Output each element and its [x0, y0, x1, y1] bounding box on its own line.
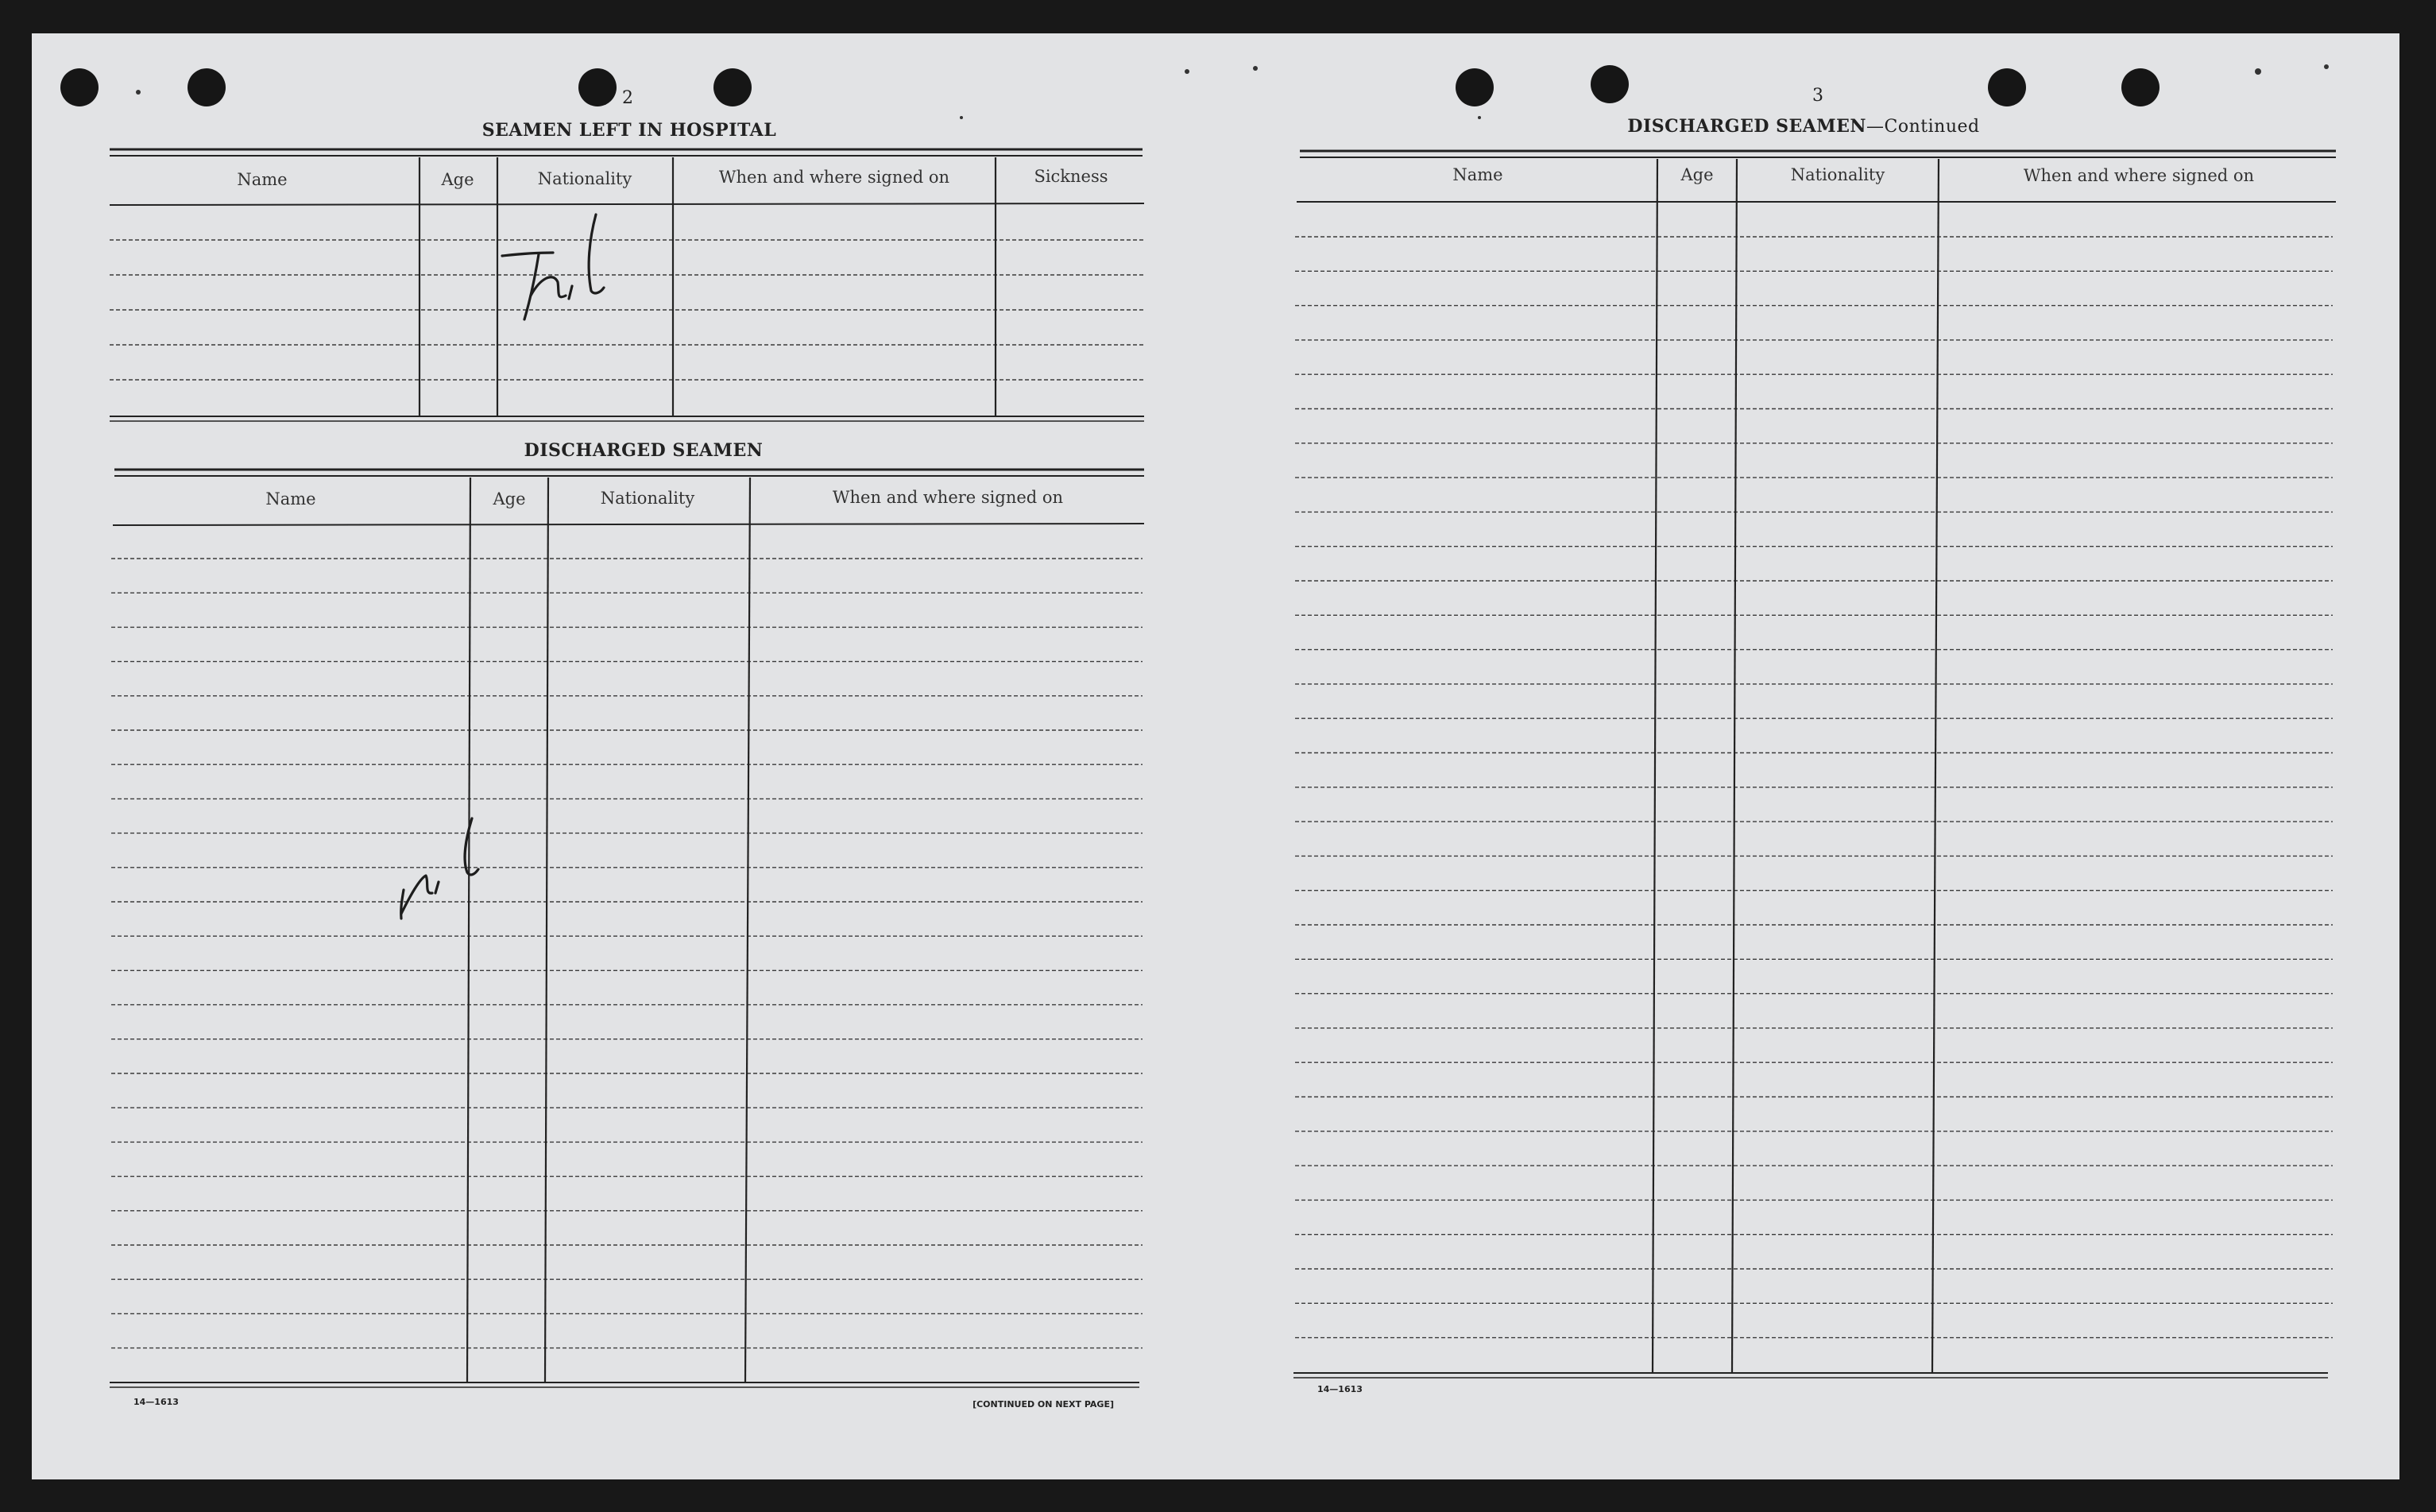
speck	[2255, 68, 2261, 75]
hospital-col-sickness: Sickness	[1034, 167, 1108, 186]
speck	[136, 90, 141, 95]
page-number-left: 2	[622, 88, 633, 108]
discharged-continued-suffix: —Continued	[1866, 117, 1980, 137]
speck	[1185, 69, 1189, 74]
punch-hole	[1456, 68, 1494, 106]
hospital-col-nationality: Nationality	[537, 169, 632, 188]
hospital-section-title: SEAMEN LEFT IN HOSPITAL	[481, 120, 777, 141]
continued-col-age: Age	[1680, 165, 1714, 184]
discharged-continued-title	[1627, 116, 1979, 137]
continued-note: [CONTINUED ON NEXT PAGE]	[972, 1399, 1114, 1410]
punch-hole	[188, 68, 226, 106]
speck	[960, 116, 963, 119]
punch-hole	[1591, 65, 1629, 103]
discharged-col-nationality: Nationality	[600, 489, 695, 508]
speck	[1253, 66, 1258, 71]
discharged-col-name: Name	[265, 489, 316, 509]
hospital-col-age: Age	[441, 170, 474, 189]
continued-col-name: Name	[1452, 165, 1503, 184]
discharged-continued-title-main: DISCHARGED SEAMEN	[1627, 116, 1867, 137]
continued-col-signed-on: When and where signed on	[2023, 166, 2255, 185]
paper-sheet	[32, 33, 2399, 1479]
discharged-section-title: DISCHARGED SEAMEN	[524, 440, 764, 461]
form-number-left: 14—1613	[133, 1397, 179, 1407]
punch-hole	[1988, 68, 2026, 106]
page-number-right: 3	[1812, 86, 1823, 106]
punch-hole	[60, 68, 99, 106]
speck	[1478, 116, 1481, 119]
punch-hole	[2121, 68, 2160, 106]
discharged-col-signed-on: When and where signed on	[832, 488, 1064, 507]
continued-col-nationality: Nationality	[1790, 165, 1885, 184]
discharged-col-age: Age	[493, 489, 526, 509]
hospital-col-name: Name	[237, 170, 288, 189]
hospital-col-signed-on: When and where signed on	[718, 168, 950, 187]
speck	[2324, 64, 2329, 69]
punch-hole	[578, 68, 617, 106]
form-number-right: 14—1613	[1317, 1384, 1363, 1394]
punch-hole	[713, 68, 752, 106]
